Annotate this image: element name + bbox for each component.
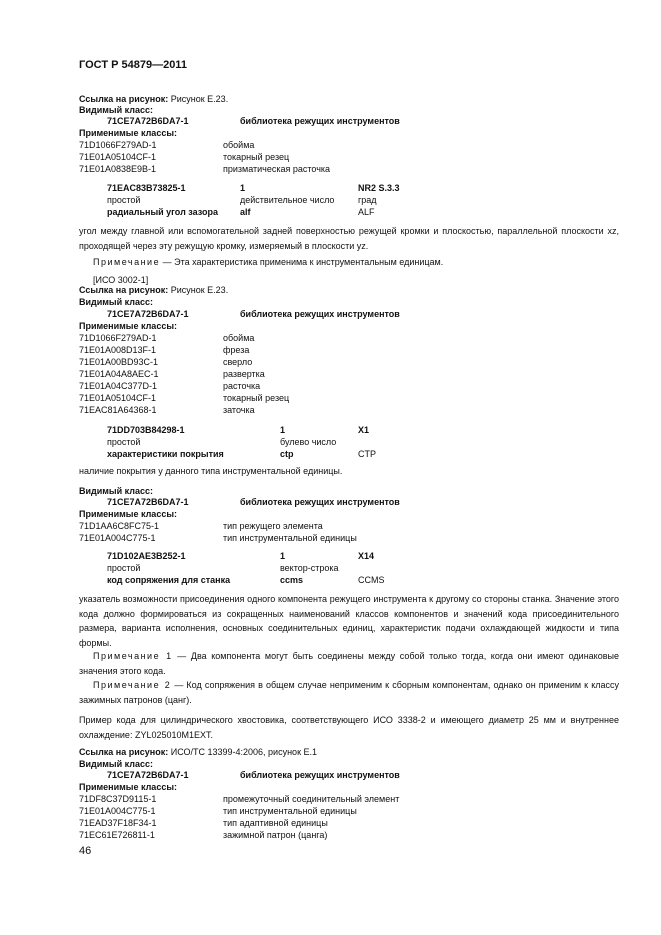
property-description: указатель возможности присоединения одного компонента режущего инструмента к другому со стороны станка. Значение этого кода должно формироваться из сокращенных наименований классов компонентов и значений кода присоединительного размера, варианта исполнения, основных соединительных единиц, характеристик подачи охлаждающей жидкости и типа формы. bbox=[79, 594, 619, 648]
property-kind: простой bbox=[107, 195, 141, 205]
property-abbreviation: CTP bbox=[358, 449, 376, 459]
library-id: 71CE7A72B6DA7-1 bbox=[107, 770, 189, 780]
class-name: зажимной патрон (цанга) bbox=[223, 830, 328, 840]
property-datatype: булево число bbox=[280, 437, 337, 447]
property-kind: простой bbox=[107, 563, 141, 573]
property-name: код сопряжения для станка bbox=[107, 575, 231, 585]
class-name: фреза bbox=[223, 345, 250, 355]
class-name: обойма bbox=[223, 333, 255, 343]
property-symbol: ctp bbox=[280, 449, 294, 459]
property-number: 1 bbox=[240, 183, 246, 193]
class-name: токарный резец bbox=[223, 393, 290, 403]
class-name: развертка bbox=[223, 369, 265, 379]
class-name: расточка bbox=[223, 381, 261, 391]
example-text: Пример кода для цилиндрического хвостовика, соответствующего ИСО 3338-2 и имеющего диаметр 25 мм и внутреннее охлаждение: ZYL025010M1EXT. bbox=[79, 715, 619, 740]
property-symbol: alf bbox=[240, 207, 251, 217]
class-name: тип режущего элемента bbox=[223, 521, 323, 531]
class-name: сверло bbox=[223, 357, 253, 367]
page-number: 46 bbox=[79, 845, 92, 857]
note-2: Примечание 2 — Код сопряжения в общем случае неприменим к сборным компонентам, однако он применим к классу зажимных патронов (цанг). bbox=[79, 680, 619, 705]
property-reference: X14 bbox=[358, 551, 375, 561]
class-name: промежуточный соединительный элемент bbox=[223, 794, 400, 804]
class-name: заточка bbox=[223, 405, 255, 415]
library-id: 71CE7A72B6DA7-1 bbox=[107, 116, 189, 126]
class-name: тип инструментальной единицы bbox=[223, 533, 357, 543]
class-id: 71D1066F279AD-1 bbox=[79, 333, 157, 343]
library-id: 71CE7A72B6DA7-1 bbox=[107, 309, 189, 319]
class-id: 71EC61E726811-1 bbox=[79, 830, 155, 840]
class-name: призматическая расточка bbox=[223, 164, 331, 174]
class-id: 71E01A05104CF-1 bbox=[79, 393, 157, 403]
property-unit: град bbox=[358, 195, 377, 205]
figure-reference: Ссылка на рисунок: Рисунок Е.23. bbox=[79, 94, 229, 104]
class-id: 71E01A0838E9B-1 bbox=[79, 164, 157, 174]
class-id: 71E01A008D13F-1 bbox=[79, 345, 157, 355]
source-reference: [ИСО 3002-1] bbox=[93, 275, 149, 285]
class-name: тип адаптивной единицы bbox=[223, 818, 328, 828]
class-id: 71E01A004C775-1 bbox=[79, 533, 156, 543]
property-number: 1 bbox=[280, 551, 286, 561]
note: Примечание — Эта характеристика применима к инструментальным единицам. bbox=[93, 257, 444, 267]
property-code: 71EAC83B73825-1 bbox=[107, 183, 186, 193]
class-id: 71E01A00BD93C-1 bbox=[79, 357, 159, 367]
document-header: ГОСТ Р 54879—2011 bbox=[79, 59, 187, 71]
applicable-classes-label: Применимые классы: bbox=[79, 321, 178, 331]
property-reference: NR2 S.3.3 bbox=[358, 183, 400, 193]
property-description: угол между главной или вспомогательной задней поверхностью режущей кромки и плоскостью, параллельной плоскости xz, проходящей через эту режущую кромку, измеряемый в плоскости yz. bbox=[79, 226, 619, 251]
property-abbreviation: ALF bbox=[358, 207, 375, 217]
class-id: 71EAC81A64368-1 bbox=[79, 405, 157, 415]
library-id: 71CE7A72B6DA7-1 bbox=[107, 497, 189, 507]
property-reference: X1 bbox=[358, 425, 370, 435]
visible-class-label: Видимый класс: bbox=[79, 759, 153, 769]
visible-class-label: Видимый класс: bbox=[79, 486, 153, 496]
library-name: библиотека режущих инструментов bbox=[240, 770, 400, 780]
property-number: 1 bbox=[280, 425, 286, 435]
property-symbol: ccms bbox=[280, 575, 304, 585]
visible-class-label: Видимый класс: bbox=[79, 297, 153, 307]
class-name: токарный резец bbox=[223, 152, 290, 162]
class-id: 71E01A004C775-1 bbox=[79, 806, 156, 816]
note-1: Примечание 1 — Два компонента могут быть соединены между собой только тогда, когда они имеют одинаковые значения этого кода. bbox=[79, 651, 619, 676]
class-id: 71EAD37F18F34-1 bbox=[79, 818, 157, 828]
class-name: обойма bbox=[223, 140, 255, 150]
class-id: 71E01A04A8AEC-1 bbox=[79, 369, 159, 379]
property-code: 71D102AE3B252-1 bbox=[107, 551, 186, 561]
library-name: библиотека режущих инструментов bbox=[240, 497, 400, 507]
figure-reference: Ссылка на рисунок: ИСО/ТС 13399-4:2006, рисунок Е.1 bbox=[79, 747, 318, 757]
class-id: 71E01A05104CF-1 bbox=[79, 152, 157, 162]
library-name: библиотека режущих инструментов bbox=[240, 116, 400, 126]
property-code: 71DD703B84298-1 bbox=[107, 425, 185, 435]
applicable-classes-label: Применимые классы: bbox=[79, 509, 178, 519]
visible-class-label: Видимый класс: bbox=[79, 105, 153, 115]
property-description: наличие покрытия у данного типа инструментальной единицы. bbox=[79, 466, 343, 476]
property-abbreviation: CCMS bbox=[358, 575, 385, 585]
class-id: 71D1AA6C8FC75-1 bbox=[79, 521, 160, 531]
figure-reference: Ссылка на рисунок: Рисунок Е.23. bbox=[79, 285, 229, 295]
property-name: характеристики покрытия bbox=[107, 449, 224, 459]
class-name: тип инструментальной единицы bbox=[223, 806, 357, 816]
library-name: библиотека режущих инструментов bbox=[240, 309, 400, 319]
class-id: 71D1066F279AD-1 bbox=[79, 140, 157, 150]
property-datatype: вектор-строка bbox=[280, 563, 339, 573]
class-id: 71DF8C37D9115-1 bbox=[79, 794, 157, 804]
applicable-classes-label: Применимые классы: bbox=[79, 128, 178, 138]
property-name: радиальный угол зазора bbox=[107, 207, 219, 217]
property-kind: простой bbox=[107, 437, 141, 447]
property-datatype: действительное число bbox=[240, 195, 335, 205]
class-id: 71E01A04C377D-1 bbox=[79, 381, 158, 391]
applicable-classes-label: Применимые классы: bbox=[79, 782, 178, 792]
